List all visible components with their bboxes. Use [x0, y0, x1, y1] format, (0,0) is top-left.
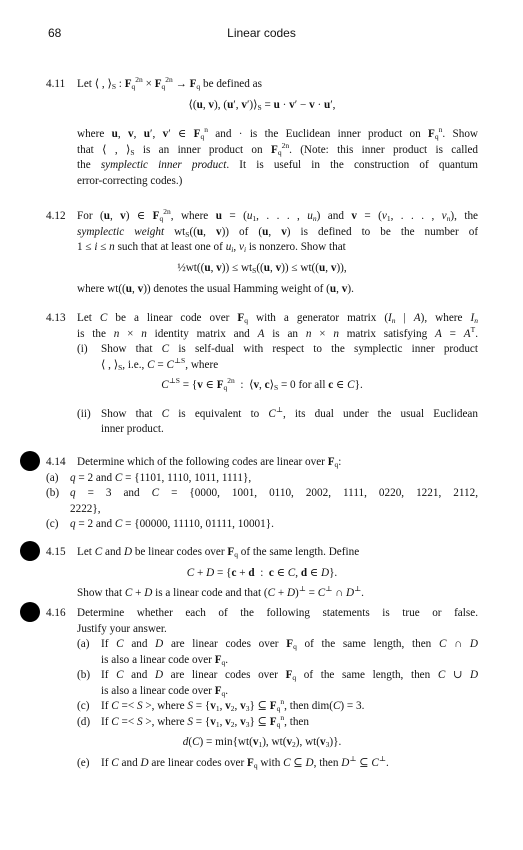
exercise-4-15: 4.15 Let C and D be linear codes over $F_q$ of the same length. Define C + D = {c + d : c ∈ C, d ∈ D}. Show that C + D is a linear code and that (C + D)⊥ = C⊥ ∩ D⊥. [46, 546, 364, 599]
exercise-number: 4.14 [46, 456, 66, 468]
exercise-4-11: 4.11 Let ⟨ , $⟩_S$ : $F_q^{2n} \times F_q^{2n} \to F_q$ be defined as ⟨(u, v), (u′, $v')⟩_S = u \cdot v' - v \cdot u'$, where u, v, u′, v′ ∈ $F_q^n$ and · is the Euclidean inner product on $F_q^n$. Show that ⟨ , $⟩_S$ is an inner product on $F_q^{2n}$. (Note: this inner product is called the symplectic inner product. It is useful in the construction of quantum error-correcting codes.) [46, 77, 478, 187]
exercise-number: 4.16 [46, 607, 66, 619]
bullet-marker [20, 541, 40, 561]
exercise-4-13: 4.13 Let C be a linear code over $F_q$ with a generator matrix ($I_n$ | A), where $I_n$ is the n × n identity matrix and A is an n × n matrix satisfying $A = A^T$. (i) Show that C is self-dual with respect to the symplectic inner product ⟨ , $⟩_S$, i.e., $C = C^{\perp S}$, where $C^{\perp S} = \{v$ ∈ $F_q^{2n}$ : ⟨v, $c⟩_S = 0$ for all c ∈ C}. (ii) Show that C is equivalent to C⊥, its dual under the usual Euclidean inner product. [46, 312, 478, 435]
bullet-marker [20, 602, 40, 622]
exercise-number: 4.15 [46, 546, 66, 558]
exercise-number: 4.13 [46, 312, 66, 324]
exercise-number: 4.12 [46, 210, 66, 222]
chapter-title: Linear codes [227, 26, 296, 40]
bullet-marker [20, 451, 40, 471]
exercise-4-16: 4.16 Determine whether each of the following statements is true or false. Justify your answer. (a) If C and D are linear codes over $F_q$ of the same length, then C ∩ D is also a linear code over $F_q$. (b) If C and D are linear codes over $F_q$ of the same length, then C ∪ D is also a linear code over $F_q$. (c) If C =< S >, where $S = \{v_1$, $v_2$, $v_3$} ⊆ $F_q^n$, then dim(C) = 3. (d) If C =< S >, where $S = \{v_1$, $v_2$, $v_3$} ⊆ $F_q^n$, then $d(C) = \min\{wt(v_1)$, $wt(v_2)$, $wt(v_3)$}. (e) If C and D are linear codes over $F_q$ with C ⊆ D, then D⊥ ⊆ C⊥. [46, 607, 478, 770]
exercise-4-14: 4.14 Determine which of the following codes are linear over $F_q$: (a) q = 2 and C = {1101, 1110, 1011, 1111}, (b) q = 3 and C = {0000, 1001, 0110, 2002, 1111, 0220, 1221, 2112, 2222}, (c) q = 2 and C = {00000, 11110, 01111, 10001}. [46, 456, 478, 530]
exercise-4-12: 4.12 For (u, v) ∈ $F_q^{2n}$, where $u = (u_1$, . . . , $u_n$) and $v = (v_1$, . . . , $v_n$), the symplectic weight $wt_S((u$, v)) of (u, v) is defined to be the number of 1 ≤ i ≤ n such that at least one of $u_i$, $v_i$ is nonzero. Show that ½wt((u, $v)) \le wt_S((u$, v)) ≤ wt((u, v)), where wt((u, v)) denotes the usual Hamming weight of (u, v). [46, 209, 478, 295]
page-number: 68 [48, 26, 62, 40]
exercise-number: 4.11 [46, 78, 66, 90]
